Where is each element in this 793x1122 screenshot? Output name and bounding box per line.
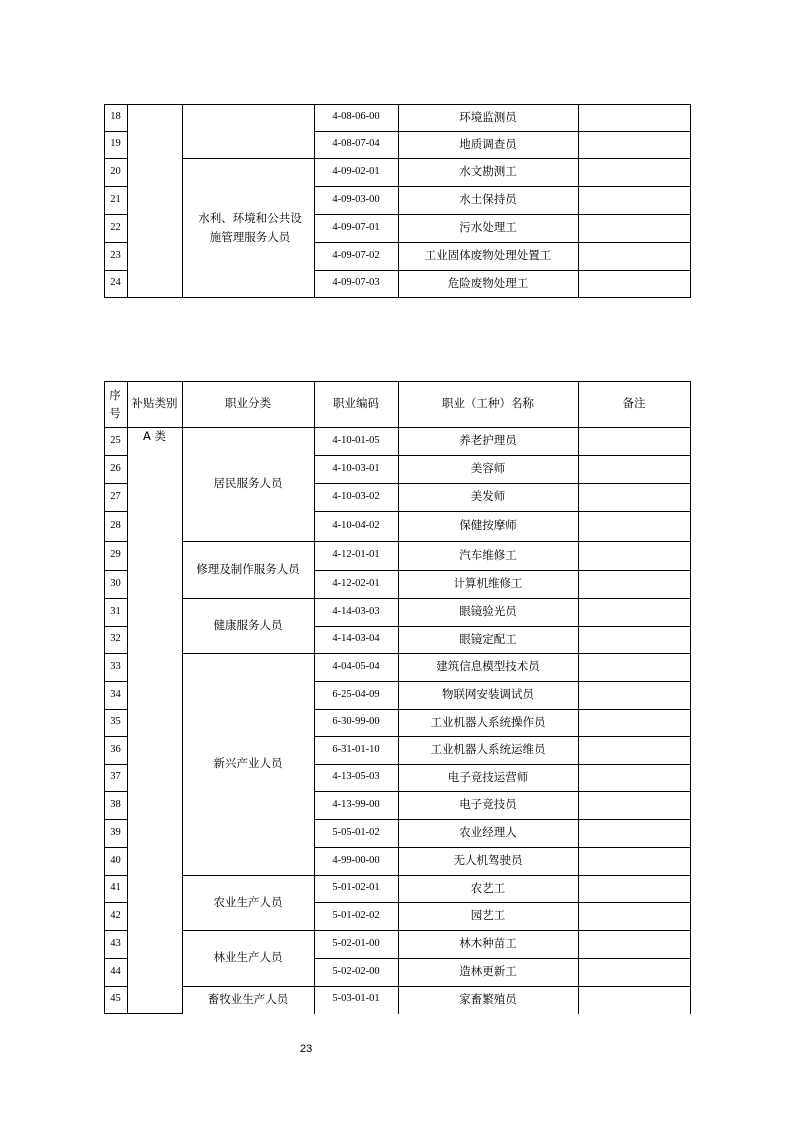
occupation-code: 4-08-06-00 (332, 111, 380, 123)
table-rule (578, 381, 579, 1014)
occupation-code: 4-08-07-04 (332, 138, 380, 150)
row-serial-number: 42 (110, 909, 121, 921)
category-cell: 农业生产人员 (213, 894, 283, 909)
table-rule (690, 381, 691, 1014)
row-serial-number: 18 (110, 111, 121, 123)
row-serial-number: 24 (110, 277, 121, 289)
occupation-code: 4-09-02-01 (332, 165, 380, 177)
occupation-code: 4-14-03-03 (332, 605, 380, 617)
occupation-code: 4-09-03-00 (332, 193, 380, 205)
occupation-code: 4-10-03-02 (332, 490, 380, 502)
row-serial-number: 40 (110, 854, 121, 866)
occupation-code: 5-02-01-00 (332, 937, 380, 949)
occupation-name: 电子竞技员 (459, 797, 517, 812)
page-number: 23 (300, 1043, 313, 1055)
header-occupation-code: 职业编码 (333, 396, 379, 411)
occupation-name: 电子竞技运营师 (447, 769, 529, 784)
row-serial-number: 30 (110, 577, 121, 589)
occupation-code: 5-05-01-02 (332, 826, 380, 838)
occupation-name: 美发师 (470, 489, 506, 504)
occupation-name: 农业经理人 (459, 825, 517, 840)
occupation-name: 保健按摩师 (459, 518, 517, 533)
table-rule (127, 1013, 183, 1014)
header-serial-number: 序号 (109, 387, 121, 420)
category-cell: 修理及制作服务人员 (196, 561, 300, 576)
table-rule (690, 104, 691, 298)
occupation-name: 林木种苗工 (459, 936, 517, 951)
occupation-code: 5-01-02-01 (332, 882, 380, 894)
occupation-code: 4-13-99-00 (332, 798, 380, 810)
header-subsidy-type: 补贴类别 (131, 396, 178, 411)
occupation-name: 水土保持员 (459, 192, 517, 207)
row-serial-number: 35 (110, 716, 121, 728)
category-cell: 水利、环境和公共设施管理服务人员 (198, 211, 302, 244)
occupation-name: 工业固体废物处理处置工 (424, 248, 552, 263)
category-cell: 新兴产业人员 (213, 756, 283, 771)
row-serial-number: 22 (110, 221, 121, 233)
occupation-code: 5-01-02-02 (332, 909, 380, 921)
occupation-name: 家畜繁殖员 (459, 991, 517, 1006)
occupation-name: 建筑信息模型技术员 (436, 659, 540, 674)
category-cell: 健康服务人员 (213, 617, 283, 632)
category-cell: 林业生产人员 (213, 950, 283, 965)
table-rule (182, 104, 183, 298)
row-serial-number: 43 (110, 937, 121, 949)
row-serial-number: 23 (110, 249, 121, 261)
row-serial-number: 39 (110, 826, 121, 838)
occupation-name: 水文勘测工 (459, 164, 517, 179)
occupation-code: 5-03-01-01 (332, 993, 380, 1005)
occupation-name: 地质调查员 (459, 136, 517, 151)
row-serial-number: 34 (110, 688, 121, 700)
row-serial-number: 45 (110, 993, 121, 1005)
occupation-name: 污水处理工 (459, 220, 517, 235)
occupation-code: 4-10-03-01 (332, 462, 380, 474)
row-serial-number: 27 (110, 490, 121, 502)
category-cell: 居民服务人员 (213, 476, 283, 491)
row-serial-number: 44 (110, 965, 121, 977)
occupation-code: 4-14-03-04 (332, 633, 380, 645)
table-rule (127, 104, 128, 298)
category-cell: 畜牧业生产人员 (207, 991, 289, 1006)
occupation-name: 眼镜验光员 (459, 604, 517, 619)
occupation-name: 造林更新工 (459, 964, 517, 979)
header-occupation-name: 职业（工种）名称 (442, 396, 534, 411)
occupation-code: 5-02-02-00 (332, 965, 380, 977)
occupation-code: 4-10-04-02 (332, 519, 380, 531)
table-rule (104, 1013, 128, 1014)
header-remarks: 备注 (622, 396, 646, 411)
occupation-name: 工业机器人系统运维员 (430, 742, 546, 757)
row-serial-number: 29 (110, 549, 121, 561)
subsidy-type-value: A 类 (142, 429, 167, 444)
table-rule (182, 381, 183, 1014)
occupation-code: 4-99-00-00 (332, 854, 380, 866)
occupation-code: 4-12-01-01 (332, 549, 380, 561)
row-serial-number: 38 (110, 798, 121, 810)
row-serial-number: 36 (110, 743, 121, 755)
row-serial-number: 25 (110, 434, 121, 446)
occupation-code: 4-10-01-05 (332, 434, 380, 446)
row-serial-number: 20 (110, 165, 121, 177)
occupation-code: 4-04-05-04 (332, 660, 380, 672)
occupation-code: 4-09-07-03 (332, 277, 380, 289)
row-serial-number: 28 (110, 519, 121, 531)
row-serial-number: 41 (110, 882, 121, 894)
occupation-name: 环境监测员 (459, 109, 517, 124)
occupation-code: 4-13-05-03 (332, 771, 380, 783)
row-serial-number: 19 (110, 138, 121, 150)
table-rule (127, 381, 128, 1014)
row-serial-number: 37 (110, 771, 121, 783)
occupation-code: 4-12-02-01 (332, 577, 380, 589)
occupation-name: 农艺工 (470, 880, 506, 895)
occupation-name: 眼镜定配工 (459, 631, 517, 646)
occupation-code: 4-09-07-02 (332, 249, 380, 261)
occupation-name: 汽车维修工 (459, 547, 517, 562)
occupation-name: 园艺工 (470, 908, 506, 923)
row-serial-number: 26 (110, 462, 121, 474)
row-serial-number: 21 (110, 193, 121, 205)
occupation-code: 6-30-99-00 (332, 716, 380, 728)
row-serial-number: 33 (110, 660, 121, 672)
occupation-name: 美容师 (470, 461, 506, 476)
row-serial-number: 31 (110, 605, 121, 617)
occupation-code: 6-31-01-10 (332, 743, 380, 755)
occupation-code: 4-09-07-01 (332, 221, 380, 233)
occupation-code: 6-25-04-09 (332, 688, 380, 700)
occupation-name: 无人机驾驶员 (453, 853, 523, 868)
occupation-name: 计算机维修工 (453, 576, 523, 591)
occupation-name: 工业机器人系统操作员 (430, 714, 546, 729)
table-rule (578, 104, 579, 298)
row-serial-number: 32 (110, 633, 121, 645)
occupation-name: 危险废物处理工 (447, 275, 529, 290)
header-occupation-category: 职业分类 (225, 396, 271, 411)
occupation-name: 养老护理员 (459, 433, 517, 448)
occupation-name: 物联网安装调试员 (442, 687, 534, 702)
